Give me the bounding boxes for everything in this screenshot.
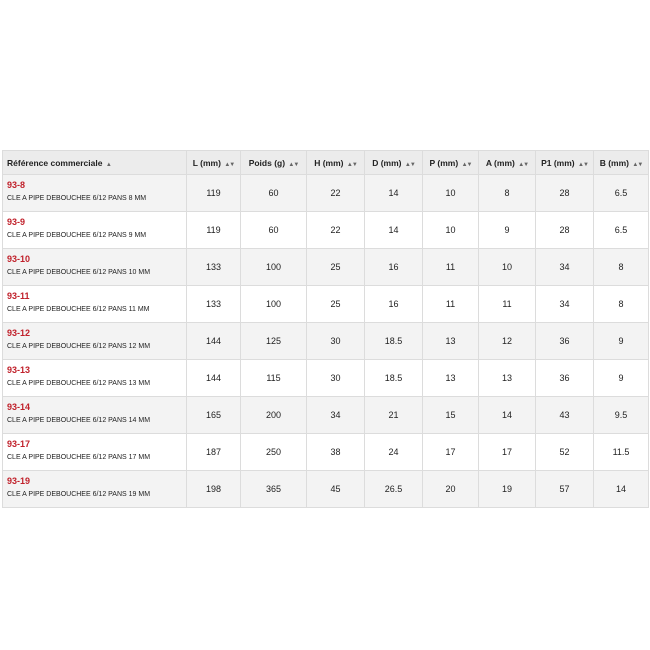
value-cell: 20	[423, 471, 479, 508]
value-cell: 100	[241, 249, 307, 286]
value-cell: 34	[536, 249, 594, 286]
product-reference-link[interactable]: 93-17	[7, 439, 31, 449]
value-cell: 34	[536, 286, 594, 323]
column-header-reference[interactable]	[3, 151, 187, 175]
reference-cell	[3, 397, 187, 434]
value-cell: 6.5	[594, 212, 649, 249]
value-cell: 17	[479, 434, 536, 471]
value-cell: 22	[307, 212, 365, 249]
value-cell: 25	[307, 286, 365, 323]
value-cell: 36	[536, 323, 594, 360]
value-cell: 21	[365, 397, 423, 434]
product-reference-link[interactable]: 93-10	[7, 254, 31, 264]
product-description: CLE A PIPE DEBOUCHEE 6/12 PANS 14 MM	[7, 417, 151, 424]
value-cell: 115	[241, 360, 307, 397]
value-cell: 13	[423, 323, 479, 360]
sort-arrows-icon[interactable]: ▲▼	[404, 161, 415, 168]
value-cell: 13	[479, 360, 536, 397]
column-header-8[interactable]	[594, 151, 649, 175]
value-cell: 200	[241, 397, 307, 434]
sort-arrows-icon[interactable]: ▲▼	[224, 161, 235, 168]
value-cell: 18.5	[365, 323, 423, 360]
column-header-5[interactable]	[423, 151, 479, 175]
sort-arrows-icon[interactable]: ▲▼	[632, 161, 643, 168]
column-header-3[interactable]	[307, 151, 365, 175]
column-header-label: B (mm)	[599, 157, 629, 168]
value-cell: 250	[241, 434, 307, 471]
column-header-label: P1 (mm)	[541, 157, 575, 168]
value-cell: 28	[536, 212, 594, 249]
column-header-label: H (mm)	[314, 157, 344, 168]
value-cell: 52	[536, 434, 594, 471]
column-header-2[interactable]	[241, 151, 307, 175]
value-cell: 11	[479, 286, 536, 323]
value-cell: 133	[187, 286, 241, 323]
value-cell: 125	[241, 323, 307, 360]
product-reference-link[interactable]: 93-19	[7, 476, 31, 486]
product-description: CLE A PIPE DEBOUCHEE 6/12 PANS 8 MM	[7, 195, 147, 202]
value-cell: 13	[423, 360, 479, 397]
value-cell: 10	[423, 175, 479, 212]
table-row	[3, 249, 649, 286]
value-cell: 30	[307, 323, 365, 360]
reference-cell	[3, 175, 187, 212]
value-cell: 119	[187, 212, 241, 249]
value-cell: 187	[187, 434, 241, 471]
column-header-6[interactable]	[479, 151, 536, 175]
value-cell: 30	[307, 360, 365, 397]
value-cell: 18.5	[365, 360, 423, 397]
reference-cell	[3, 434, 187, 471]
value-cell: 45	[307, 471, 365, 508]
value-cell: 14	[479, 397, 536, 434]
sort-arrows-icon[interactable]: ▲▼	[288, 161, 299, 168]
product-description: CLE A PIPE DEBOUCHEE 6/12 PANS 12 MM	[7, 343, 151, 350]
column-header-label: P (mm)	[429, 157, 459, 168]
product-reference-link[interactable]: 93-12	[7, 328, 31, 338]
column-header-label: L (mm)	[192, 157, 221, 168]
value-cell: 43	[536, 397, 594, 434]
value-cell: 119	[187, 175, 241, 212]
table-row	[3, 323, 649, 360]
table-row	[3, 286, 649, 323]
value-cell: 14	[594, 471, 649, 508]
value-cell: 26.5	[365, 471, 423, 508]
value-cell: 14	[365, 175, 423, 212]
column-header-label: Poids (g)	[248, 157, 286, 168]
value-cell: 10	[479, 249, 536, 286]
value-cell: 9	[479, 212, 536, 249]
value-cell: 8	[594, 249, 649, 286]
value-cell: 14	[365, 212, 423, 249]
value-cell: 19	[479, 471, 536, 508]
value-cell: 22	[307, 175, 365, 212]
value-cell: 365	[241, 471, 307, 508]
value-cell: 100	[241, 286, 307, 323]
product-description: CLE A PIPE DEBOUCHEE 6/12 PANS 10 MM	[7, 269, 151, 276]
reference-cell	[3, 360, 187, 397]
value-cell: 10	[423, 212, 479, 249]
value-cell: 36	[536, 360, 594, 397]
reference-cell	[3, 249, 187, 286]
value-cell: 8	[594, 286, 649, 323]
table-row	[3, 397, 649, 434]
product-description: CLE A PIPE DEBOUCHEE 6/12 PANS 19 MM	[7, 491, 151, 498]
product-reference-link[interactable]: 93-13	[7, 365, 31, 375]
value-cell: 198	[187, 471, 241, 508]
product-spec-table-container	[2, 150, 648, 508]
column-header-label: A (mm)	[485, 157, 515, 168]
table-row	[3, 471, 649, 508]
value-cell: 12	[479, 323, 536, 360]
sort-arrows-icon[interactable]: ▲▼	[461, 161, 472, 168]
value-cell: 165	[187, 397, 241, 434]
product-reference-link[interactable]: 93-8	[7, 180, 26, 190]
value-cell: 144	[187, 360, 241, 397]
product-reference-link[interactable]: 93-14	[7, 402, 31, 412]
product-description: CLE A PIPE DEBOUCHEE 6/12 PANS 17 MM	[7, 454, 151, 461]
value-cell: 60	[241, 212, 307, 249]
column-header-label: D (mm)	[372, 157, 402, 168]
table-row	[3, 360, 649, 397]
value-cell: 9.5	[594, 397, 649, 434]
value-cell: 6.5	[594, 175, 649, 212]
value-cell: 38	[307, 434, 365, 471]
product-description: CLE A PIPE DEBOUCHEE 6/12 PANS 9 MM	[7, 232, 147, 239]
value-cell: 25	[307, 249, 365, 286]
column-header-4[interactable]	[365, 151, 423, 175]
value-cell: 9	[594, 323, 649, 360]
product-reference-link[interactable]: 93-9	[7, 217, 26, 227]
value-cell: 16	[365, 286, 423, 323]
value-cell: 11.5	[594, 434, 649, 471]
value-cell: 11	[423, 249, 479, 286]
column-header-label: Référence commerciale	[7, 157, 103, 168]
value-cell: 8	[479, 175, 536, 212]
sort-arrows-icon[interactable]: ▲▼	[346, 161, 357, 168]
value-cell: 60	[241, 175, 307, 212]
sort-arrows-icon[interactable]: ▲▼	[578, 161, 588, 168]
column-header-1[interactable]	[187, 151, 241, 175]
column-header-7[interactable]	[536, 151, 594, 175]
value-cell: 9	[594, 360, 649, 397]
table-row	[3, 212, 649, 249]
product-description: CLE A PIPE DEBOUCHEE 6/12 PANS 13 MM	[7, 380, 151, 387]
reference-cell	[3, 471, 187, 508]
value-cell: 24	[365, 434, 423, 471]
reference-cell	[3, 212, 187, 249]
value-cell: 57	[536, 471, 594, 508]
table-row	[3, 175, 649, 212]
value-cell: 28	[536, 175, 594, 212]
reference-cell	[3, 323, 187, 360]
value-cell: 133	[187, 249, 241, 286]
sort-arrows-icon[interactable]: ▲	[105, 161, 111, 168]
reference-cell	[3, 286, 187, 323]
table-row	[3, 434, 649, 471]
product-description: CLE A PIPE DEBOUCHEE 6/12 PANS 11 MM	[7, 306, 150, 313]
value-cell: 17	[423, 434, 479, 471]
table-header-row	[3, 151, 649, 175]
value-cell: 16	[365, 249, 423, 286]
value-cell: 11	[423, 286, 479, 323]
value-cell: 144	[187, 323, 241, 360]
value-cell: 15	[423, 397, 479, 434]
product-spec-table	[2, 150, 649, 508]
product-reference-link[interactable]: 93-11	[7, 291, 30, 301]
value-cell: 34	[307, 397, 365, 434]
sort-arrows-icon[interactable]: ▲▼	[518, 161, 529, 168]
table-body	[3, 175, 649, 508]
